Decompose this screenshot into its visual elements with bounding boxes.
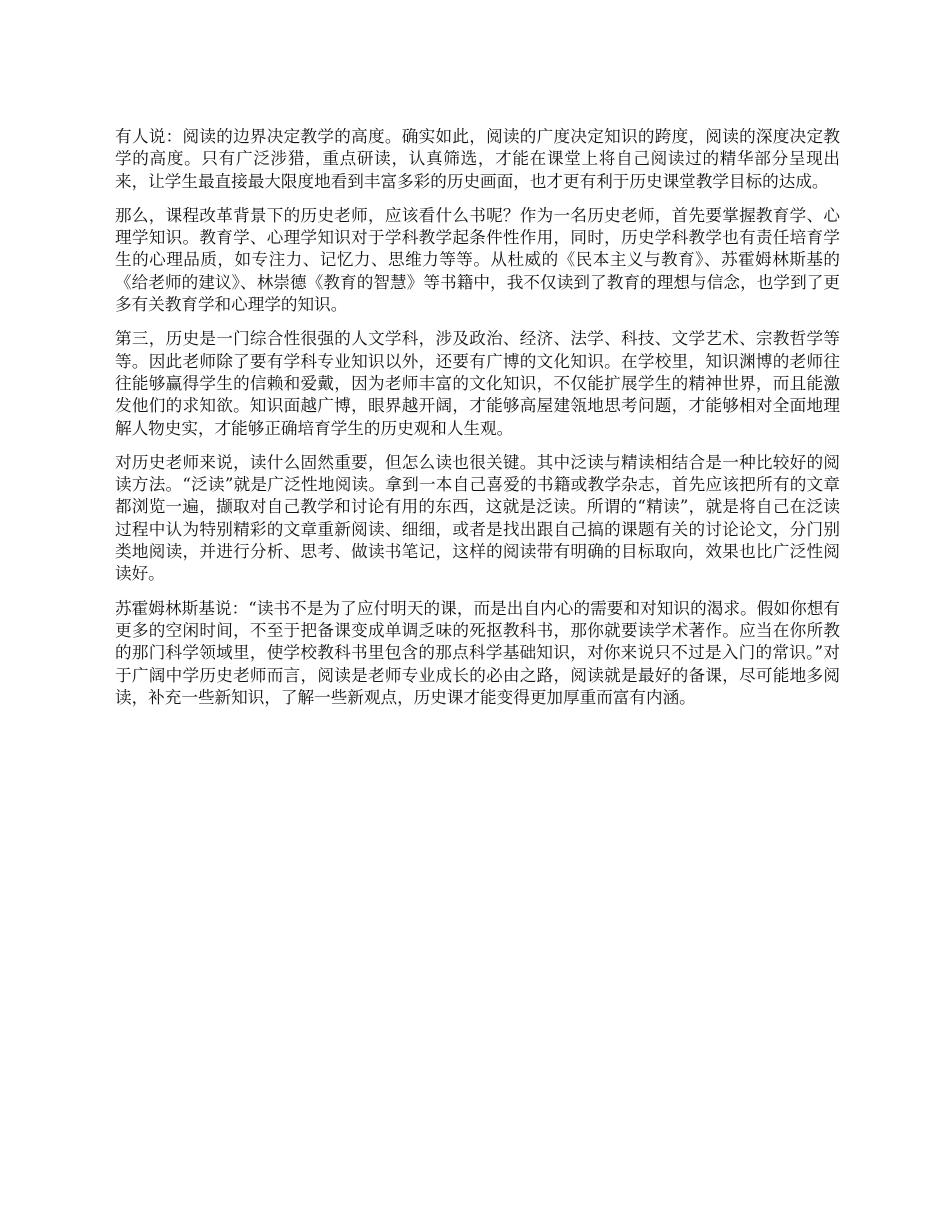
paragraph-4: 对历史老师来说，读什么固然重要，但怎么读也很关键。其中泛读与精读相结合是一种比较好的阅读方法。“泛读”就是广泛性地阅读。拿到一本自己喜爱的书籍或教学杂志，首先应该把所有的文章都浏览一遍，撷取对自己教学和讨论有用的东西，这就是泛读。所谓的“精读”，就是将自己在泛读过程中认为特别精彩的文章重新阅读、细细，或者是找出跟自己搞的课题有关的讨论论文，分门别类地阅读，并进行分析、思考、做读书笔记，这样的阅读带有明确的目标取向，效果也比广泛性阅读好。 xyxy=(115,452,840,584)
paragraph-2: 那么，课程改革背景下的历史老师，应该看什么书呢？作为一名历史老师，首先要掌握教育学、心理学知识。教育学、心理学知识对于学科教学起条件性作用，同时，历史学科教学也有责任培育学生的心理品质，如专注力、记忆力、思维力等等。从杜威的《民本主义与教育》、苏霍姆林斯基的《给老师的建议》、林崇德《教育的智慧》等书籍中，我不仅读到了教育的理想与信念，也学到了更多有关教育学和心理学的知识。 xyxy=(115,205,840,315)
document-body xyxy=(115,126,840,721)
paragraph-3: 第三，历史是一门综合性很强的人文学科，涉及政治、经济、法学、科技、文学艺术、宗教哲学等等。因此老师除了要有学科专业知识以外，还要有广博的文化知识。在学校里，知识渊博的老师往往能够赢得学生的信赖和爱戴，因为老师丰富的文化知识，不仅能扩展学生的精神世界，而且能激发他们的求知欲。知识面越广博，眼界越开阔，才能够高屋建瓴地思考问题，才能够相对全面地理解人物史实，才能够正确培育学生的历史观和人生观。 xyxy=(115,329,840,438)
paragraph-5: 苏霍姆林斯基说：“读书不是为了应付明天的课，而是出自内心的需要和对知识的渴求。假如你想有更多的空闲时间，不至于把备课变成单调乏味的死抠教科书，那你就要读学术著作。应当在你所教的那门科学领域里，使学校教科书里包含的那点科学基础知识，对你来说只不过是入门的常识。”对于广阔中学历史老师而言，阅读是老师专业成长的必由之路，阅读就是最好的备课，尽可能地多阅读，补充一些新知识，了解一些新观点，历史课才能变得更加厚重而富有内涵。 xyxy=(115,598,840,707)
paragraph-1: 有人说：阅读的边界决定教学的高度。确实如此，阅读的广度决定知识的跨度，阅读的深度决定教学的高度。只有广泛涉猎，重点研读，认真筛选，才能在课堂上将自己阅读过的精华部分呈现出来，让学生最直接最大限度地看到丰富多彩的历史画面，也才更有利于历史课堂教学目标的达成。 xyxy=(115,127,840,191)
